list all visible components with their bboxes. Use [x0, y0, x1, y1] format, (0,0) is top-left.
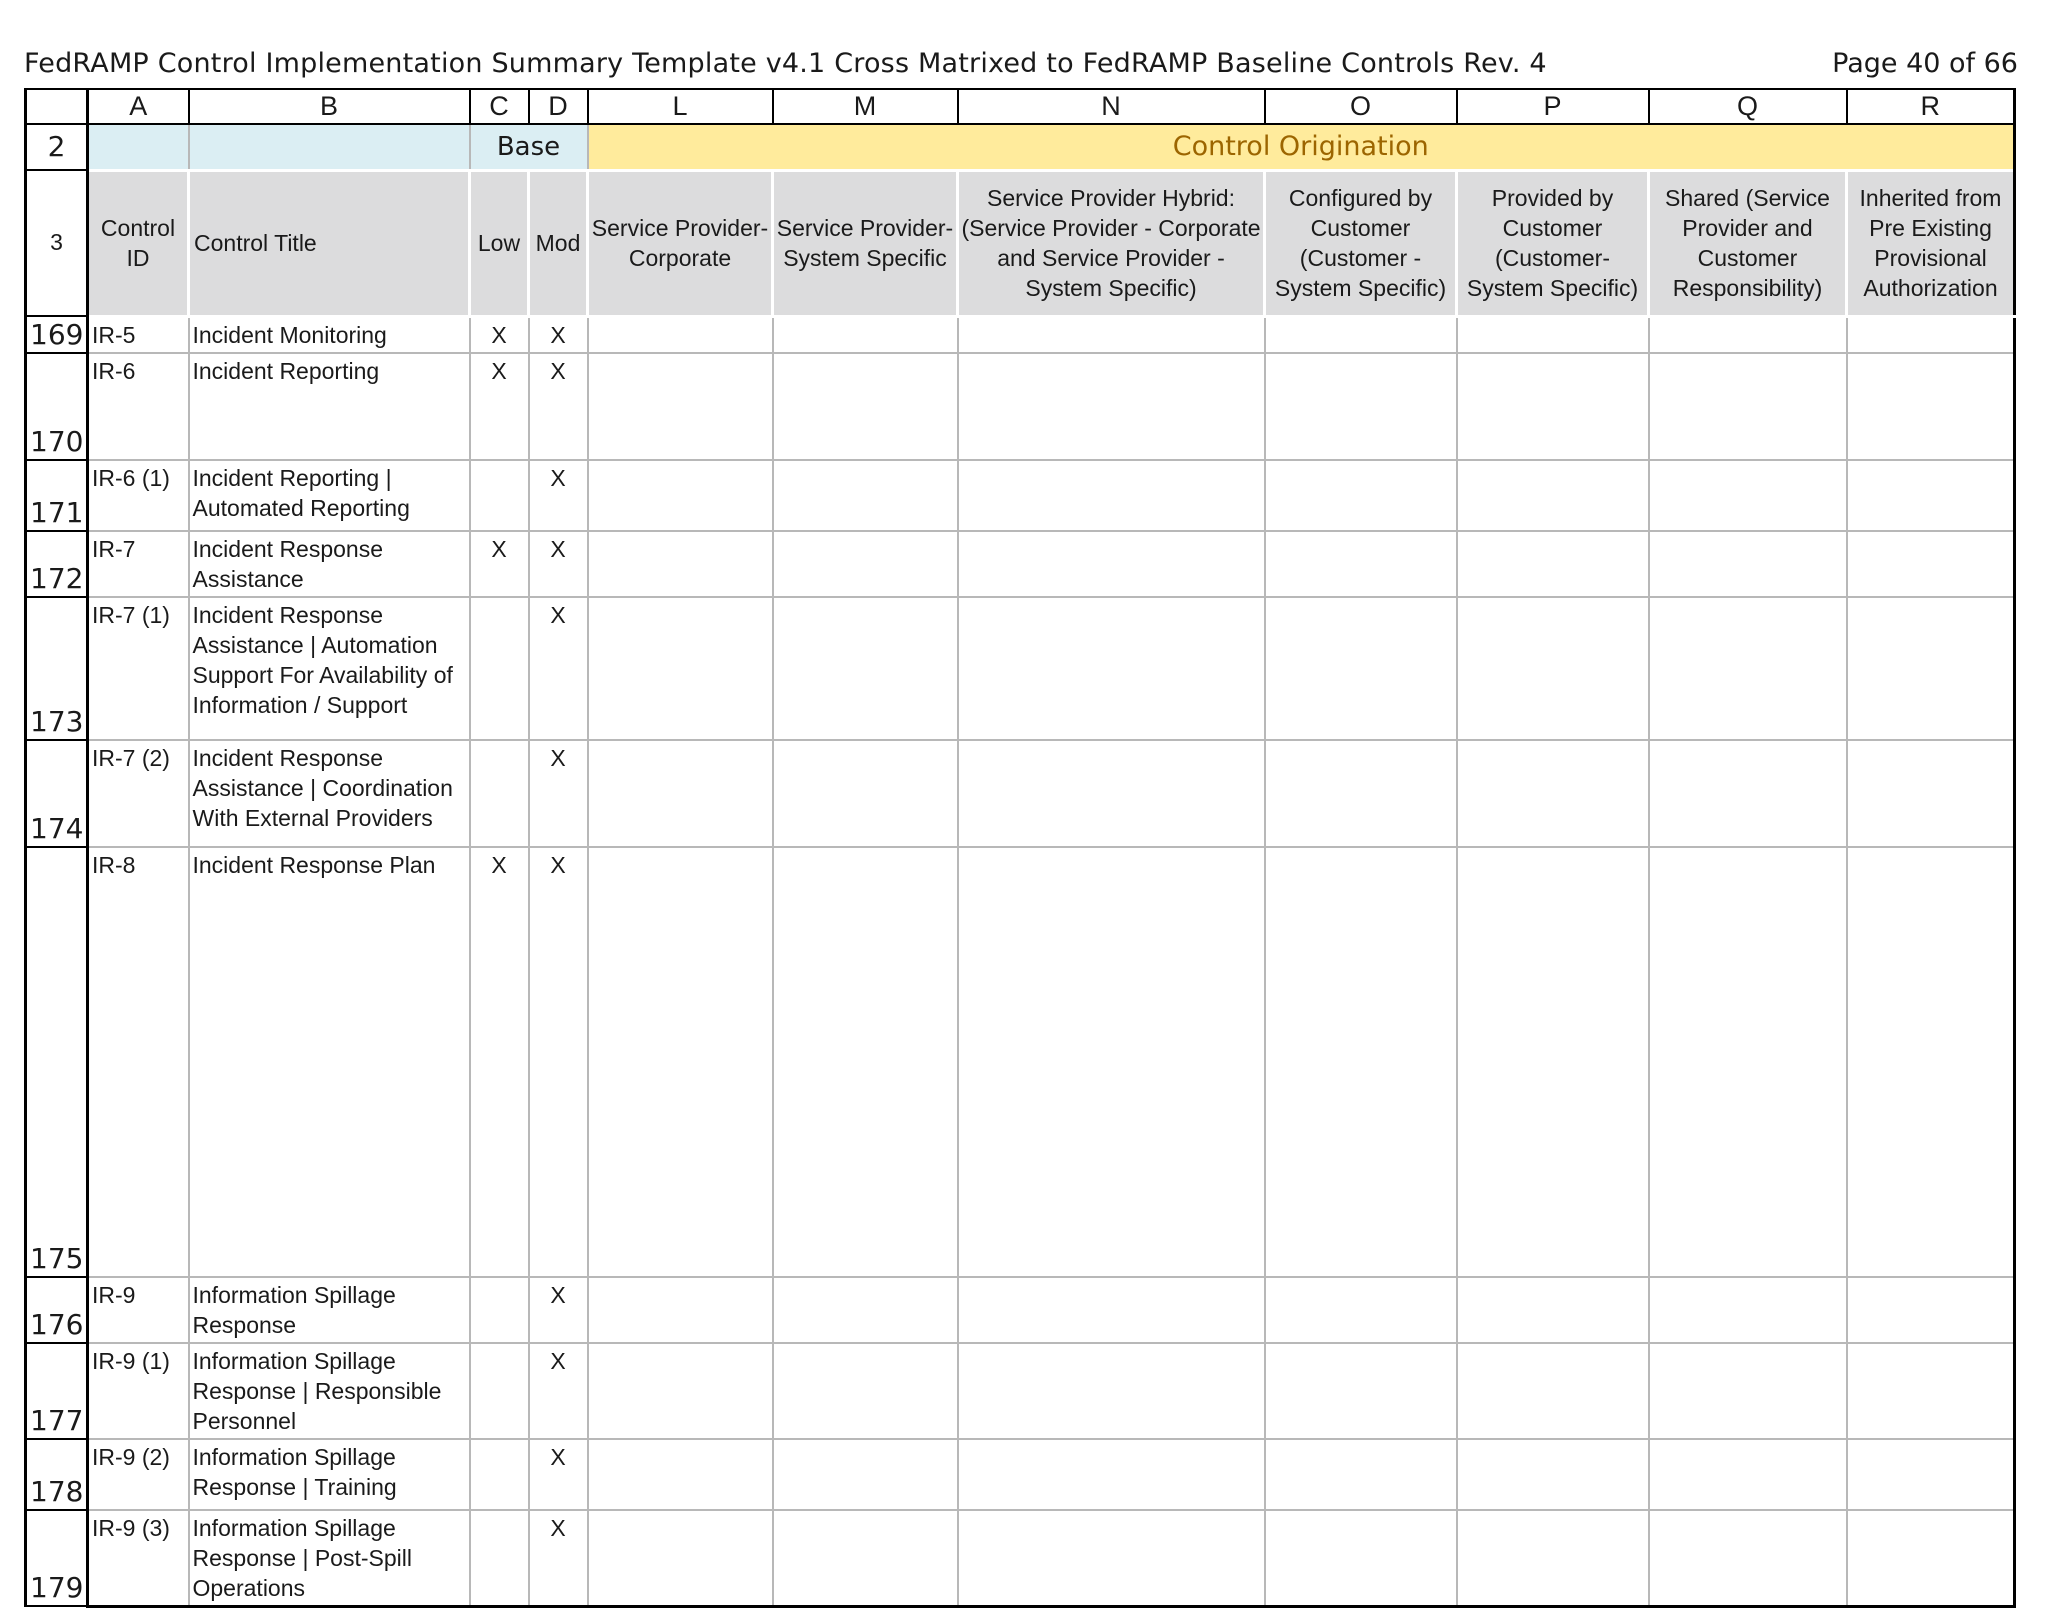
- empty-cell: [958, 1439, 1265, 1510]
- row-number: 2: [26, 124, 88, 170]
- control-title-cell: Incident Response Plan: [189, 847, 470, 1277]
- empty-cell: [1457, 1439, 1649, 1510]
- control-title-cell: Incident Reporting: [189, 353, 470, 460]
- empty-cell: [958, 1277, 1265, 1343]
- column-letter: C: [470, 89, 529, 124]
- header-control-title: Control Title: [189, 170, 470, 316]
- empty-cell: [773, 1277, 958, 1343]
- mod-cell: X: [529, 353, 588, 460]
- header-control-id: Control ID: [88, 170, 189, 316]
- table-row: [26, 316, 2015, 353]
- empty-cell: [1847, 847, 2015, 1277]
- empty-cell: [588, 460, 773, 531]
- control-title-cell: Information Spillage Response | Post-Spill Operations: [189, 1510, 470, 1607]
- empty-cell: [1265, 1439, 1457, 1510]
- empty-cell: [958, 1343, 1265, 1439]
- row-number: 171: [26, 460, 88, 531]
- empty-cell: [958, 847, 1265, 1277]
- control-title-cell: Incident Response Assistance: [189, 531, 470, 597]
- mod-cell: X: [529, 316, 588, 353]
- column-letter: N: [958, 89, 1265, 124]
- table-row: [26, 1510, 2015, 1607]
- control-title-cell: Information Spillage Response | Responsible Personnel: [189, 1343, 470, 1439]
- column-letter: R: [1847, 89, 2015, 124]
- row-number: 170: [26, 353, 88, 460]
- empty-cell: [1847, 740, 2015, 847]
- empty-cell: [958, 1510, 1265, 1607]
- blank-header-cell: [88, 124, 189, 170]
- control-id-cell: IR-7 (1): [88, 597, 189, 740]
- empty-cell: [1265, 1277, 1457, 1343]
- empty-cell: [1649, 1277, 1847, 1343]
- base-header: Base: [470, 124, 588, 170]
- control-id-cell: IR-7: [88, 531, 189, 597]
- table-row: [26, 1343, 2015, 1439]
- empty-cell: [1457, 1277, 1649, 1343]
- empty-cell: [1265, 597, 1457, 740]
- empty-cell: [773, 460, 958, 531]
- control-matrix-table: [24, 88, 2016, 1608]
- row-number: 178: [26, 1439, 88, 1510]
- mod-cell: X: [529, 740, 588, 847]
- empty-cell: [958, 316, 1265, 353]
- row-number: 173: [26, 597, 88, 740]
- empty-cell: [1265, 1510, 1457, 1607]
- empty-cell: [1265, 316, 1457, 353]
- mod-cell: X: [529, 1439, 588, 1510]
- empty-cell: [1265, 740, 1457, 847]
- empty-cell: [588, 353, 773, 460]
- low-cell: [470, 1510, 529, 1607]
- empty-cell: [1265, 1343, 1457, 1439]
- control-id-cell: IR-9: [88, 1277, 189, 1343]
- control-origination-header: Control Origination: [588, 124, 2015, 170]
- low-cell: X: [470, 353, 529, 460]
- low-cell: [470, 1439, 529, 1510]
- empty-cell: [588, 1277, 773, 1343]
- document-title: FedRAMP Control Implementation Summary Template v4.1 Cross Matrixed to FedRAMP Baseline Controls Rev. 4: [24, 48, 1547, 79]
- empty-cell: [1649, 847, 1847, 1277]
- empty-cell: [1649, 1510, 1847, 1607]
- empty-cell: [588, 1510, 773, 1607]
- row-number: 3: [26, 170, 88, 316]
- table-row: [26, 1439, 2015, 1510]
- empty-cell: [773, 1343, 958, 1439]
- empty-cell: [773, 316, 958, 353]
- row-number: 177: [26, 1343, 88, 1439]
- empty-cell: [588, 316, 773, 353]
- control-title-cell: Incident Response Assistance | Coordination With External Providers: [189, 740, 470, 847]
- mod-cell: X: [529, 1277, 588, 1343]
- empty-cell: [773, 353, 958, 460]
- header-low: Low: [470, 170, 529, 316]
- mod-cell: X: [529, 1343, 588, 1439]
- table-row: [26, 353, 2015, 460]
- header-mod: Mod: [529, 170, 588, 316]
- control-title-cell: Information Spillage Response | Training: [189, 1439, 470, 1510]
- empty-cell: [1457, 1510, 1649, 1607]
- header-sp-system-specific: Service Provider- System Specific: [773, 170, 958, 316]
- control-id-cell: IR-9 (2): [88, 1439, 189, 1510]
- low-cell: X: [470, 316, 529, 353]
- row-number: 179: [26, 1510, 88, 1607]
- control-id-cell: IR-9 (1): [88, 1343, 189, 1439]
- row-number: 169: [26, 316, 88, 353]
- mod-cell: X: [529, 1510, 588, 1607]
- column-letter: P: [1457, 89, 1649, 124]
- low-cell: X: [470, 847, 529, 1277]
- empty-cell: [1649, 1343, 1847, 1439]
- column-letter-row: [26, 89, 2015, 124]
- empty-cell: [958, 531, 1265, 597]
- row-number: 175: [26, 847, 88, 1277]
- empty-cell: [588, 1343, 773, 1439]
- empty-cell: [1457, 847, 1649, 1277]
- empty-cell: [958, 740, 1265, 847]
- empty-cell: [1847, 1510, 2015, 1607]
- header-shared: Shared (Service Provider and Customer Responsibility): [1649, 170, 1847, 316]
- mod-cell: X: [529, 531, 588, 597]
- row-number: 176: [26, 1277, 88, 1343]
- column-letter: O: [1265, 89, 1457, 124]
- control-title-cell: Incident Reporting | Automated Reporting: [189, 460, 470, 531]
- column-letter: L: [588, 89, 773, 124]
- control-title-cell: Information Spillage Response: [189, 1277, 470, 1343]
- control-title-cell: Incident Response Assistance | Automation Support For Availability of Information / Support: [189, 597, 470, 740]
- empty-cell: [1847, 1277, 2015, 1343]
- empty-cell: [1457, 740, 1649, 847]
- low-cell: [470, 1277, 529, 1343]
- header-inherited: Inherited from Pre Existing Provisional Authorization: [1847, 170, 2015, 316]
- empty-cell: [773, 531, 958, 597]
- empty-cell: [1649, 353, 1847, 460]
- empty-cell: [1847, 1439, 2015, 1510]
- base-header-row: [26, 124, 2015, 170]
- table-row: [26, 847, 2015, 1277]
- empty-cell: [1457, 460, 1649, 531]
- empty-cell: [1847, 531, 2015, 597]
- row-number: 172: [26, 531, 88, 597]
- empty-cell: [1649, 531, 1847, 597]
- table-row: [26, 460, 2015, 531]
- page-number: Page 40 of 66: [1832, 48, 2018, 79]
- table-row: [26, 740, 2015, 847]
- empty-cell: [958, 460, 1265, 531]
- empty-cell: [1265, 460, 1457, 531]
- empty-cell: [1847, 1343, 2015, 1439]
- empty-cell: [1847, 460, 2015, 531]
- empty-cell: [1649, 597, 1847, 740]
- empty-cell: [1457, 531, 1649, 597]
- header-configured-by-customer: Configured by Customer (Customer - System Specific): [1265, 170, 1457, 316]
- table-row: [26, 531, 2015, 597]
- column-header-row: [26, 170, 2015, 316]
- control-id-cell: IR-8: [88, 847, 189, 1277]
- control-id-cell: IR-6 (1): [88, 460, 189, 531]
- empty-cell: [958, 353, 1265, 460]
- empty-cell: [773, 740, 958, 847]
- empty-cell: [588, 740, 773, 847]
- empty-cell: [1457, 353, 1649, 460]
- header-sp-hybrid: Service Provider Hybrid: (Service Provider - Corporate and Service Provider - System Specific): [958, 170, 1265, 316]
- low-cell: [470, 740, 529, 847]
- mod-cell: X: [529, 847, 588, 1277]
- empty-cell: [1649, 316, 1847, 353]
- control-id-cell: IR-5: [88, 316, 189, 353]
- control-title-cell: Incident Monitoring: [189, 316, 470, 353]
- empty-cell: [1649, 1439, 1847, 1510]
- empty-cell: [588, 597, 773, 740]
- empty-cell: [773, 597, 958, 740]
- control-id-cell: IR-9 (3): [88, 1510, 189, 1607]
- empty-cell: [773, 847, 958, 1277]
- empty-cell: [1265, 353, 1457, 460]
- low-cell: X: [470, 531, 529, 597]
- table-row: [26, 1277, 2015, 1343]
- empty-cell: [1265, 847, 1457, 1277]
- header-provided-by-customer: Provided by Customer (Customer- System Specific): [1457, 170, 1649, 316]
- empty-cell: [958, 597, 1265, 740]
- empty-cell: [773, 1510, 958, 1607]
- column-letter: A: [88, 89, 189, 124]
- row-number: 174: [26, 740, 88, 847]
- low-cell: [470, 1343, 529, 1439]
- empty-cell: [773, 1439, 958, 1510]
- empty-cell: [1847, 316, 2015, 353]
- empty-cell: [588, 531, 773, 597]
- empty-cell: [1457, 597, 1649, 740]
- low-cell: [470, 597, 529, 740]
- empty-cell: [1457, 1343, 1649, 1439]
- header-sp-corporate: Service Provider- Corporate: [588, 170, 773, 316]
- empty-cell: [1649, 740, 1847, 847]
- corner-cell: [26, 89, 88, 124]
- page-header: [24, 48, 2018, 84]
- column-letter: M: [773, 89, 958, 124]
- empty-cell: [588, 847, 773, 1277]
- table-row: [26, 597, 2015, 740]
- blank-header-cell: [189, 124, 470, 170]
- column-letter: D: [529, 89, 588, 124]
- low-cell: [470, 460, 529, 531]
- control-id-cell: IR-6: [88, 353, 189, 460]
- control-id-cell: IR-7 (2): [88, 740, 189, 847]
- empty-cell: [1847, 597, 2015, 740]
- mod-cell: X: [529, 597, 588, 740]
- empty-cell: [1847, 353, 2015, 460]
- empty-cell: [588, 1439, 773, 1510]
- empty-cell: [1457, 316, 1649, 353]
- empty-cell: [1649, 460, 1847, 531]
- column-letter: B: [189, 89, 470, 124]
- empty-cell: [1265, 531, 1457, 597]
- column-letter: Q: [1649, 89, 1847, 124]
- mod-cell: X: [529, 460, 588, 531]
